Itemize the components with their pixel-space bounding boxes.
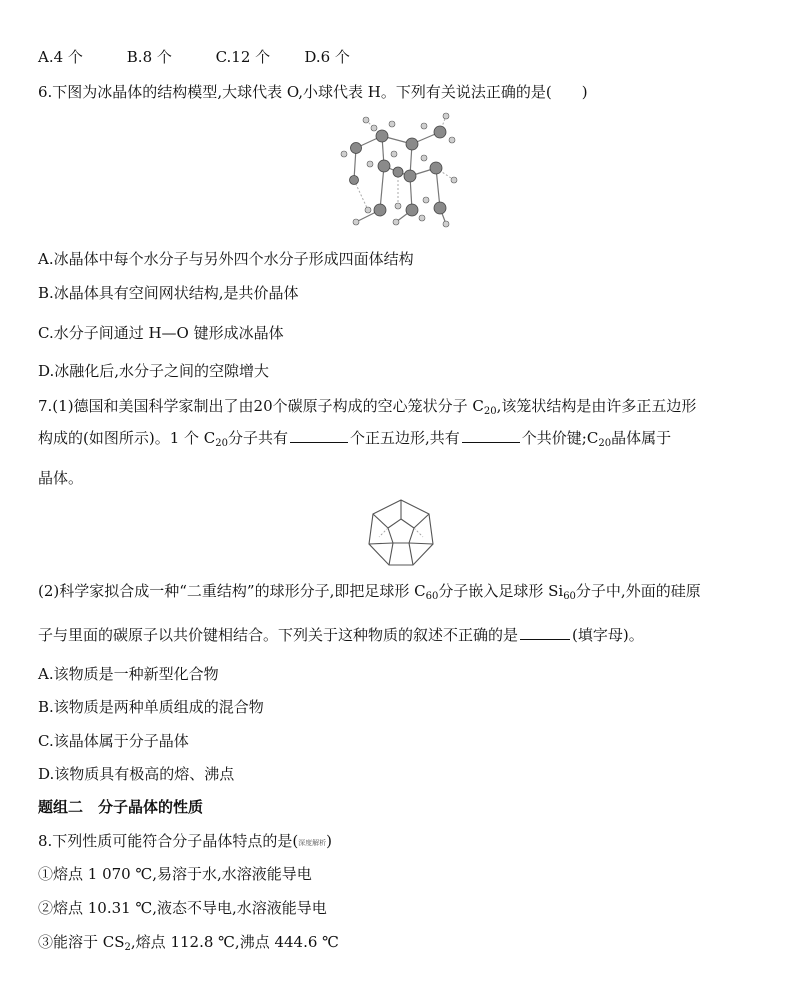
q7-blank-bonds[interactable] xyxy=(462,428,520,443)
q7-part2-option-c: C.该晶体属于分子晶体 xyxy=(38,732,189,750)
q5-options xyxy=(38,47,350,67)
q7-blank-pentagons[interactable] xyxy=(290,428,348,443)
q7-part2-option-a: A.该物质是一种新型化合物 xyxy=(38,665,219,683)
q8-item-2: ②熔点 10.31 ℃,液态不导电,水溶液能导电 xyxy=(38,899,327,917)
q6-option-a: A.冰晶体中每个水分子与另外四个水分子形成四面体结构 xyxy=(38,250,414,268)
q7-line3: 晶体。 xyxy=(38,469,84,487)
q5-option-b: B.8 个 xyxy=(126,48,172,66)
ice-crystal-model-icon xyxy=(336,110,464,238)
q7-part2-line2: 子与里面的碳原子以共价键相结合。下列关于这种物质的叙述不正确的是 (填字母)。 xyxy=(38,626,644,644)
q5-option-a: A.4 个 xyxy=(38,48,83,66)
q6-option-d: D.冰融化后,水分子之间的空隙增大 xyxy=(38,362,270,380)
q7-line2: 构成的(如图所示)。1 个 $C_{20}$分子共有 个正五边形,共有 个共价键$;C_{20}$晶体属于 xyxy=(38,429,672,449)
q5-option-c: C.12 个 xyxy=(215,48,271,66)
q8-analysis-tag[interactable]: 深度解析 xyxy=(298,839,327,847)
q7-part2-answer-blank[interactable] xyxy=(520,625,570,640)
q7-line1: 7.(1)德国和美国科学家制出了由20个碳原子构成的空心笼状分子 $C_{20}$,该笼状结构是由许多正五边形 xyxy=(38,397,697,417)
q8-item-3: ③能溶于 $CS_2$,熔点 112.8 ℃,沸点 444.6 ℃ xyxy=(38,933,339,953)
q8-stem: 8.下列性质可能符合分子晶体特点的是(深度解析) xyxy=(38,832,333,850)
dodecahedron-c20-icon xyxy=(365,497,437,569)
q6-stem: 6.下图为冰晶体的结构模型,大球代表 O,小球代表 H。下列有关说法正确的是( ) xyxy=(38,83,588,101)
q6-option-b: B.冰晶体具有空间网状结构,是共价晶体 xyxy=(38,284,299,302)
q7-part2-line1: (2)科学家拟合成一种“二重结构”的球形分子,即把足球形 $C_{60}$分子嵌入足球形 $Si_{60}$分子中,外面的硅原 xyxy=(38,582,701,602)
group2-title: 题组二 分子晶体的性质 xyxy=(38,798,204,816)
q6-option-c: C.水分子间通过 H—O 键形成冰晶体 xyxy=(38,324,284,342)
q5-option-d: D.6 个 xyxy=(304,48,350,66)
q8-item-1: ①熔点 1 070 ℃,易溶于水,水溶液能导电 xyxy=(38,865,312,883)
q7-part2-option-d: D.该物质具有极高的熔、沸点 xyxy=(38,765,235,783)
q7-part2-option-b: B.该物质是两种单质组成的混合物 xyxy=(38,698,264,716)
